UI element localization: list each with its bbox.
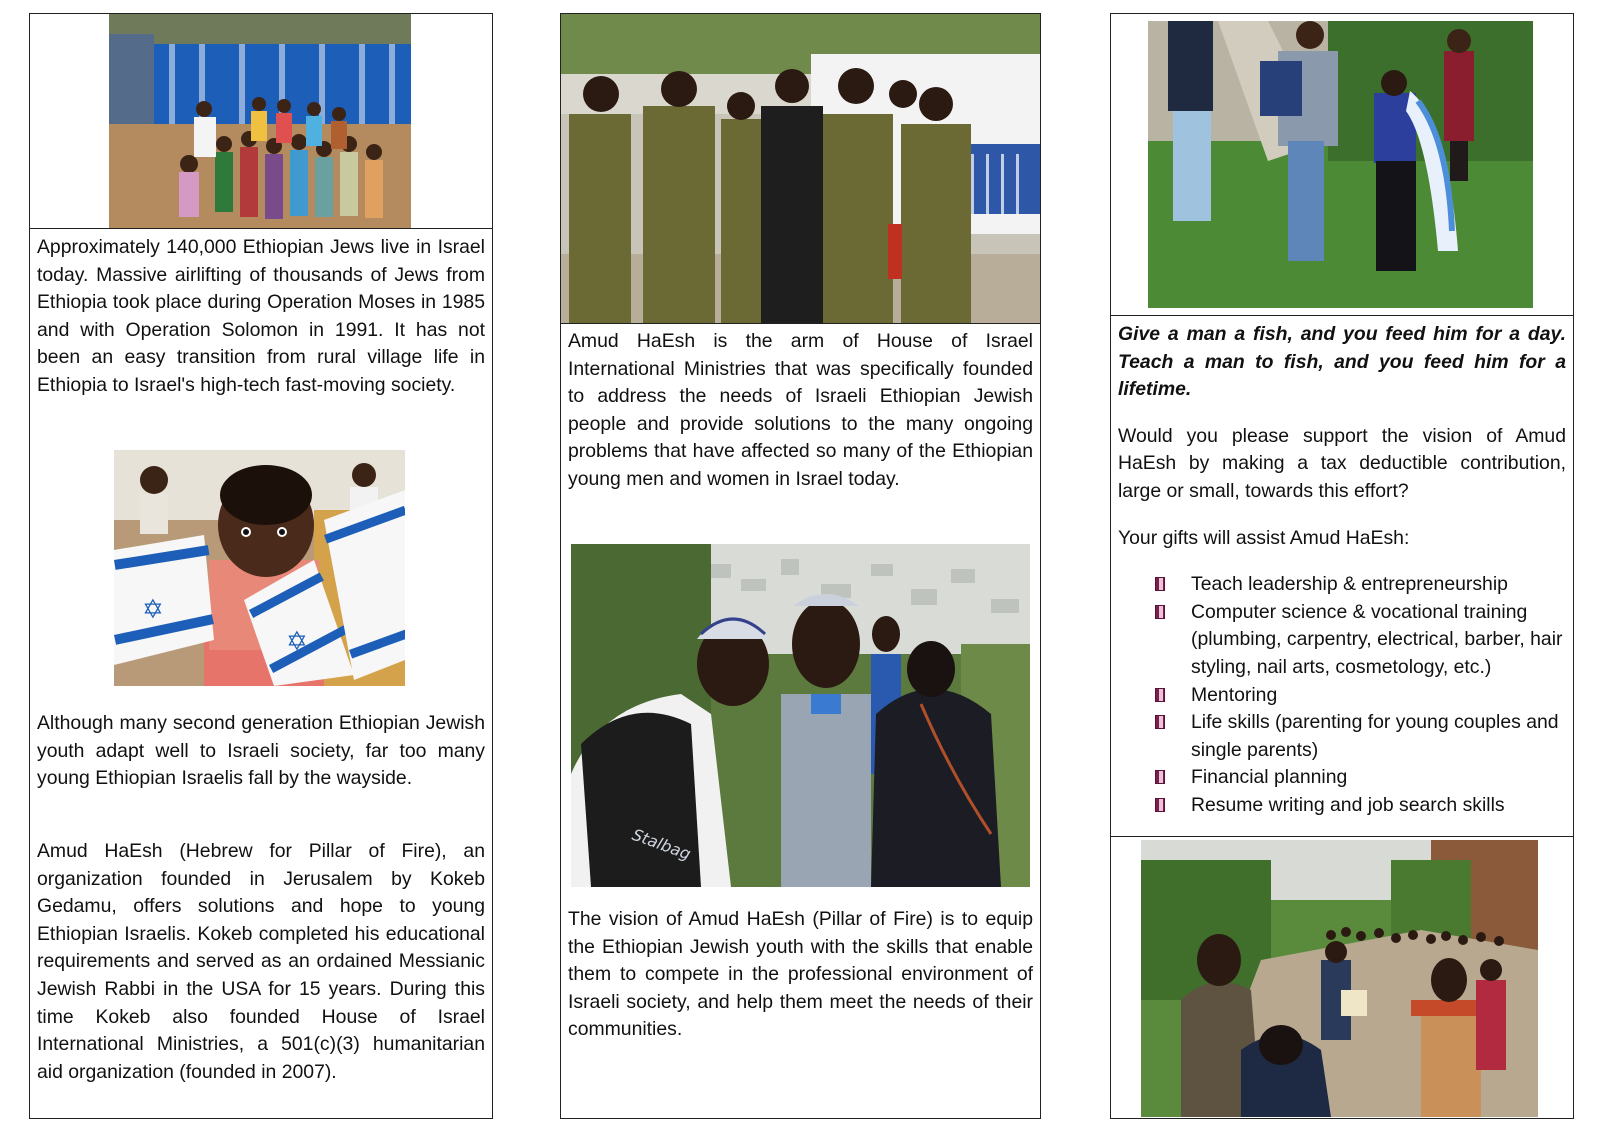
list-item: Computer science & vocational training (plumbing, carpentry, electrical, barber, hair styling, nail arts, cosmetology, etc.) [1155,599,1566,682]
ethiopian-village-children-photo [109,14,411,228]
svg-text:✡: ✡ [286,627,308,657]
group-walking-in-park-photo [1141,840,1538,1117]
arm-paragraph: Amud HaEsh is the arm of House of Israel International Ministries that was specifically founded to address the needs of Israeli Ethiopian Jewish people and provide solutions to the many ongoing problems that have affected so many of the Ethiopian young men and women in Israel today. [568,330,1033,490]
right-panel-divider-bottom [1110,836,1574,837]
bullet-icon [1155,798,1165,812]
vision-paragraph: The vision of Amud HaEsh (Pillar of Fire) is to equip the Ethiopian Jewish youth with the skills that enable them to compete in the professional environment of Israeli society, and help them meet the needs of their communities. [568,908,1033,1041]
bullet-icon [1155,605,1165,619]
bullet-icon [1155,715,1165,729]
right-text-block [1118,321,1566,820]
gifts-list [1155,571,1566,819]
list-item: Financial planning [1155,764,1566,792]
young-men-overlooking-city-photo [571,544,1030,887]
backpack-brand-text: Stalbag [629,824,694,864]
intro-paragraph: Approximately 140,000 Ethiopian Jews live in Israel today. Massive airlifting of thousands of Jews from Ethiopia took place during Operation Moses in 1985 and with Operation Solomon in 1991. It has not been an easy transition from rural village life in Ethiopia to Israel's high-tech fast-moving society. [37,236,485,396]
about-paragraph: Amud HaEsh (Hebrew for Pillar of Fire), an organization founded in Jerusalem by Kokeb Gedamu, offers solutions and hope to young Ethiopian Israelis. Kokeb completed his educational requirements and served as an ordained Messianic Jewish Rabbi in the USA for 15 years. During this time Kokeb also founded House of Israel International Ministries, a 501(c)(3) humanitarian aid organization (founded in 2007). [37,840,485,1083]
soldiers-group-photo [561,14,1040,323]
middle-panel-divider [560,323,1041,324]
child-with-israeli-flags-photo [114,450,405,686]
youth-paragraph: Although many second generation Ethiopian Jewish youth adapt well to Israeli society, far too many young Ethiopian Israelis fall by the wayside. [37,712,485,790]
list-item: Mentoring [1155,682,1566,710]
list-item: Life skills (parenting for young couples and single parents) [1155,709,1566,764]
svg-text:✡: ✡ [142,595,164,625]
left-panel-divider [29,228,493,229]
bullet-icon [1155,770,1165,784]
list-item: Teach leadership & entrepreneurship [1155,571,1566,599]
list-item: Resume writing and job search skills [1155,792,1566,820]
right-panel-divider-top [1110,315,1574,316]
proverb-quote: Give a man a fish, and you feed him for a day. Teach a man to fish, and you feed him for a lifetime. [1118,323,1566,401]
youth-with-flag-on-grass-photo [1148,21,1533,308]
support-appeal: Would you please support the vision of Amud HaEsh by making a tax deductible contribution, large or small, towards this effort? [1118,424,1566,502]
bullet-icon [1155,577,1165,591]
gifts-heading: Your gifts will assist Amud HaEsh: [1118,526,1410,549]
bullet-icon [1155,688,1165,702]
